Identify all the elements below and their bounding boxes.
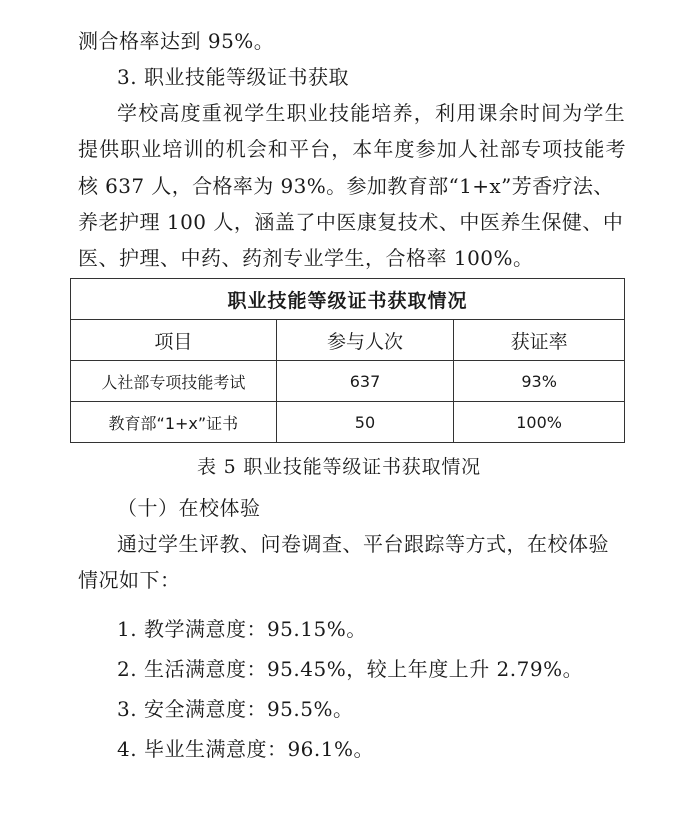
cell-count: 50 bbox=[276, 402, 454, 443]
cell-rate: 100% bbox=[454, 402, 625, 443]
paragraph-line: 核 637 人，合格率为 93%。参加教育部“1+x”芳香疗法、 bbox=[78, 174, 614, 198]
column-header-rate: 获证率 bbox=[454, 320, 625, 361]
paragraph-line: 测合格率达到 95%。 bbox=[78, 29, 275, 53]
cell-item: 人社部专项技能考试 bbox=[71, 361, 277, 402]
section-heading: 3. 职业技能等级证书获取 bbox=[117, 65, 349, 89]
paragraph-line: 养老护理 100 人，涵盖了中医康复技术、中医养生保健、中 bbox=[78, 210, 624, 234]
list-item: 3. 安全满意度：95.5%。 bbox=[117, 697, 354, 721]
certificate-table bbox=[70, 278, 625, 443]
section-heading: （十）在校体验 bbox=[117, 496, 261, 520]
list-item: 2. 生活满意度：95.45%，较上年度上升 2.79%。 bbox=[117, 657, 584, 681]
paragraph-line: 学校高度重视学生职业技能培养，利用课余时间为学生 bbox=[117, 101, 626, 125]
paragraph-line: 情况如下： bbox=[78, 568, 181, 592]
cell-item: 教育部“1+x”证书 bbox=[71, 402, 277, 443]
column-header-item: 项目 bbox=[71, 320, 277, 361]
table-header-row bbox=[71, 320, 625, 361]
paragraph-line: 通过学生评教、问卷调查、平台跟踪等方式，在校体验 bbox=[117, 532, 609, 556]
list-item: 1. 教学满意度：95.15%。 bbox=[117, 617, 367, 641]
table-caption: 表 5 职业技能等级证书获取情况 bbox=[197, 456, 481, 478]
cell-count: 637 bbox=[276, 361, 454, 402]
column-header-count: 参与人次 bbox=[276, 320, 454, 361]
table-row bbox=[71, 402, 625, 443]
paragraph-line: 医、护理、中药、药剂专业学生，合格率 100%。 bbox=[78, 246, 534, 270]
table-title: 职业技能等级证书获取情况 bbox=[71, 279, 625, 320]
paragraph-line: 提供职业培训的机会和平台，本年度参加人社部专项技能考 bbox=[78, 137, 627, 161]
list-item: 4. 毕业生满意度：96.1%。 bbox=[117, 737, 374, 761]
cell-rate: 93% bbox=[454, 361, 625, 402]
table-row bbox=[71, 361, 625, 402]
table-title-row bbox=[71, 279, 625, 320]
